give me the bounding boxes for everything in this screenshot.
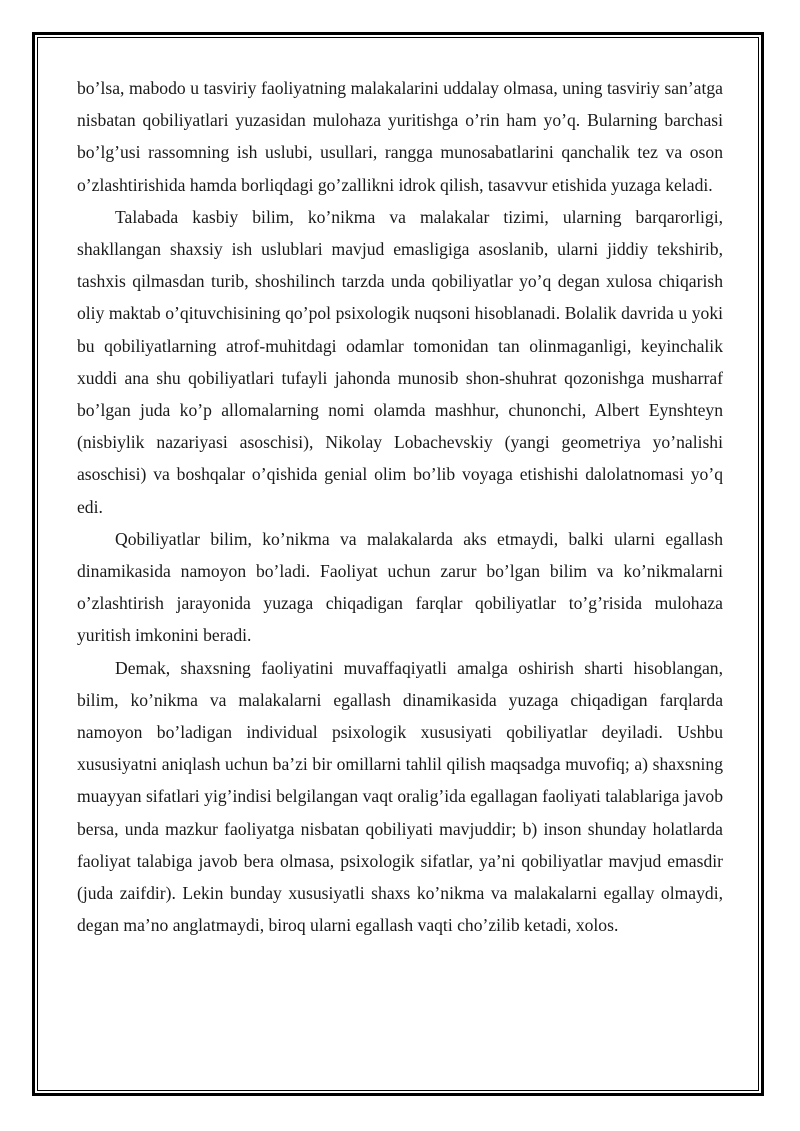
paragraph-4: Demak, shaxsning faoliyatini muvaffaqiyatli amalga oshirish sharti hisoblangan, bilim, ko’nikma va malakalarni egallash dinamikasida yuzaga chiqadigan farqlarda namoyon bo’ladigan individual psixologik xususiyati qobiliyatlar deyiladi. Ushbu xususiyatni aniqlash uchun ba’zi bir omillarni tahlil qilish maqsadga muvofiq; a) shaxsning muayyan sifatlari yig’indisi belgilangan vaqt oralig’ida egallagan faoliyati talablariga javob bersa, unda mazkur faoliyatga nisbatan qobiliyati mavjuddir; b) inson shunday holatlarda faoliyat talabiga javob bera olmasa, psixologik sifatlar, ya’ni qobiliyatlar mavjud emasdir (juda zaifdir). Lekin bunday xususiyatli shaxs ko’nikma va malakalarni egallay olmaydi, degan ma’no anglatmaydi, biroq ularni egallash vaqti cho’zilib ketadi, xolos.: [77, 657, 723, 936]
paragraph-1: bo’lsa, mabodo u tasviriy faoliyatning malakalarini uddalay olmasa, uning tasviriy san’atga nisbatan qobiliyatlari yuzasidan mulohaza yuritishga o’rin ham yo’q. Bularning barchasi bo’lg’usi rassomning ish uslubi, usullari, rangga munosabatlarini qanchalik tez va oson o’zlashtirishida hamda borliqdagi go’zallikni idrok qilish, tasavvur etishida yuzaga keladi.: [77, 78, 723, 195]
paragraph-3: Qobiliyatlar bilim, ko’nikma va malakalarda aks etmaydi, balki ularni egallash dinamikasida namoyon bo’ladi. Faoliyat uchun zarur bo’lgan bilim va ko’nikmalarni o’zlashtirish jarayonida yuzaga chiqadigan farqlar qobiliyatlar to’g’risida mulohaza yuritish imkonini beradi.: [77, 528, 723, 646]
paragraph-2: Talabada kasbiy bilim, ko’nikma va malakalar tizimi, ularning barqarorligi, shakllangan shaxsiy ish uslublari mavjud emasligiga asoslanib, ularni jiddiy tekshirib, tashxis qilmasdan turib, shoshilinch tarzda unda qobiliyatlar yo’q degan xulosa chiqarish oliy maktab o’qituvchisining qo’pol psixologik nuqsoni hisoblanadi. Bolalik davrida u yoki bu qobiliyatlarning atrof-muhitdagi odamlar tomonidan tan olinmaganligi, keyinchalik xuddi ana shu qobiliyatlari tufayli jahonda munosib shon-shuhrat qozonishga musharraf bo’lgan juda ko’p allomalarning nomi olamda mashhur, chunonchi, Albert Eynshteyn (nisbiylik nazariyasi asoschisi), Nikolay Lobachevskiy (yangi geometriya yo’nalishi asoschisi) va boshqalar o’qishida genial olim bo’lib voyaga etishishi dalolatnomasi yo’q edi.: [77, 206, 723, 517]
document-body: [77, 72, 723, 941]
